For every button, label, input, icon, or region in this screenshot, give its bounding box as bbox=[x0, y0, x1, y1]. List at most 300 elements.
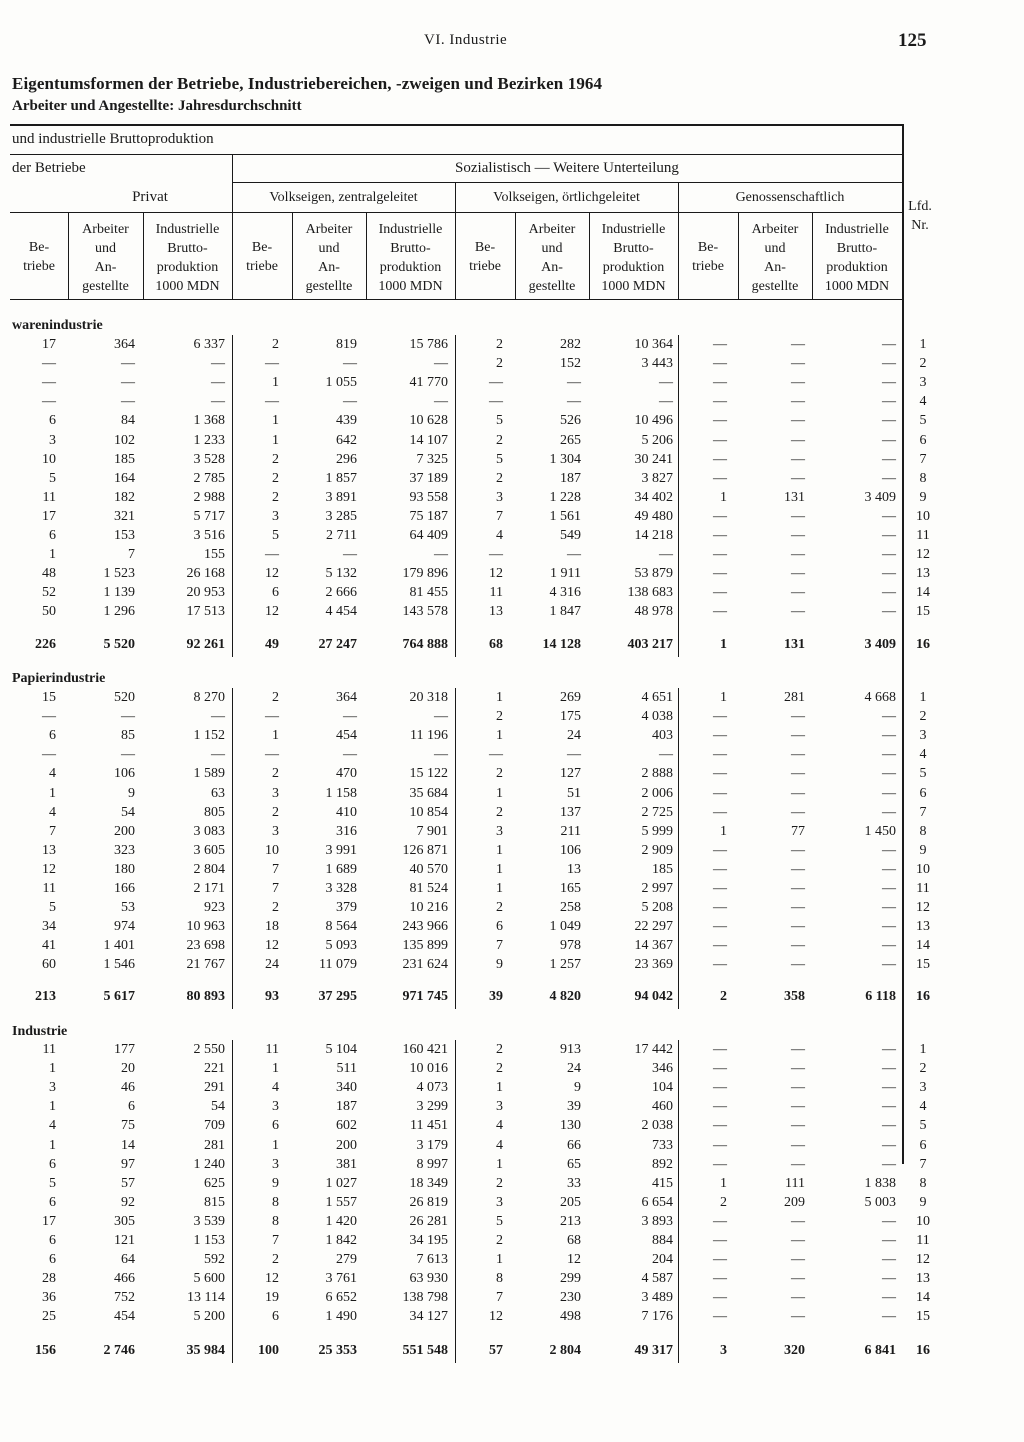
row-number: 15 bbox=[916, 604, 930, 620]
table-cell: — bbox=[791, 470, 805, 486]
table-cell: — bbox=[791, 1099, 805, 1115]
table-cell: 2 bbox=[272, 766, 279, 782]
table-cell: 53 bbox=[121, 900, 135, 916]
table-cell: 3 bbox=[272, 508, 279, 524]
table-row bbox=[0, 585, 1024, 605]
table-cell: 1 842 bbox=[325, 1233, 357, 1248]
table-cell: 5 132 bbox=[325, 566, 357, 582]
table-cell: — bbox=[713, 356, 727, 372]
table-cell: 230 bbox=[560, 1290, 581, 1306]
col-bruttoproduktion: Industrielle Brutto- produktion 1000 MDN bbox=[378, 222, 443, 294]
table-cell: 11 bbox=[489, 585, 503, 601]
table-cell: — bbox=[791, 709, 805, 725]
table-cell: 5 bbox=[49, 900, 56, 916]
table-cell: 415 bbox=[652, 1175, 673, 1191]
table-cell: — bbox=[882, 566, 896, 582]
table-cell: — bbox=[791, 1233, 805, 1248]
row-number: 14 bbox=[916, 1290, 930, 1306]
table-cell: 1 296 bbox=[103, 604, 135, 620]
row-number: 5 bbox=[919, 766, 927, 782]
row-number: 12 bbox=[916, 547, 930, 563]
col-arbeiter: Arbeiter und An- gestellte bbox=[528, 222, 576, 294]
table-cell: — bbox=[713, 709, 727, 725]
table-cell: 175 bbox=[560, 709, 581, 725]
table-cell: 1 bbox=[49, 785, 56, 801]
table-cell: 127 bbox=[560, 766, 581, 782]
table-cell: 41 770 bbox=[409, 375, 448, 391]
table-cell: 1 153 bbox=[193, 1233, 225, 1248]
row-number: 9 bbox=[919, 842, 927, 858]
col-bruttoproduktion: Industrielle Brutto- produktion 1000 MDN bbox=[155, 222, 220, 294]
table-row bbox=[0, 805, 1024, 825]
table-row bbox=[0, 938, 1024, 958]
row-number: 7 bbox=[919, 1156, 927, 1172]
total-row bbox=[0, 989, 1024, 1009]
table-cell: 5 bbox=[496, 451, 503, 467]
table-cell: 1 838 bbox=[864, 1175, 896, 1191]
row-number: 14 bbox=[916, 938, 930, 954]
table-cell: 2 909 bbox=[641, 842, 673, 858]
table-cell: — bbox=[211, 709, 225, 725]
table-cell: — bbox=[211, 375, 225, 391]
table-cell: — bbox=[791, 413, 805, 429]
table-cell: 358 bbox=[784, 989, 805, 1004]
table-cell: 6 bbox=[49, 1233, 56, 1248]
table-cell: — bbox=[713, 1213, 727, 1229]
table-cell: 11 079 bbox=[319, 957, 357, 973]
table-cell: 5 bbox=[272, 528, 279, 543]
table-cell: — bbox=[882, 432, 896, 448]
table-cell: 1 bbox=[49, 1137, 56, 1153]
table-cell: — bbox=[713, 919, 727, 935]
table-cell: — bbox=[659, 547, 673, 563]
table-cell: 2 bbox=[272, 1252, 279, 1268]
table-cell: 14 107 bbox=[409, 432, 448, 448]
table-cell: 923 bbox=[204, 900, 225, 916]
table-cell: — bbox=[713, 957, 727, 973]
table-cell: — bbox=[882, 1290, 896, 1306]
table-cell: 2 bbox=[496, 804, 503, 820]
table-cell: 177 bbox=[114, 1042, 135, 1057]
table-cell: 13 bbox=[567, 861, 581, 877]
table-cell: — bbox=[791, 900, 805, 916]
table-cell: — bbox=[42, 747, 56, 763]
table-cell: — bbox=[434, 709, 448, 725]
table-cell: — bbox=[713, 585, 727, 601]
table-cell: — bbox=[121, 747, 135, 763]
table-cell: 3 991 bbox=[325, 842, 357, 858]
row-number: 3 bbox=[919, 1080, 927, 1096]
table-cell: 100 bbox=[258, 1343, 279, 1358]
table-cell: — bbox=[791, 1252, 805, 1268]
row-number: 11 bbox=[916, 528, 930, 543]
table-cell: 3 516 bbox=[193, 528, 225, 543]
table-cell: 51 bbox=[567, 785, 581, 801]
table-cell: — bbox=[791, 604, 805, 620]
table-cell: 3 409 bbox=[864, 637, 896, 652]
table-cell: 153 bbox=[114, 528, 135, 543]
table-cell: — bbox=[343, 356, 357, 372]
table-cell: 752 bbox=[114, 1290, 135, 1306]
table-cell: 75 187 bbox=[409, 508, 448, 524]
table-cell: 7 bbox=[272, 881, 279, 896]
table-cell: 226 bbox=[35, 637, 56, 652]
col-bruttoproduktion: Industrielle Brutto- produktion 1000 MDN bbox=[601, 222, 666, 294]
table-cell: — bbox=[713, 394, 727, 410]
table-cell: 17 bbox=[42, 1213, 56, 1229]
row-number: 5 bbox=[919, 413, 927, 429]
header-top-left: und industrielle Bruttoproduktion bbox=[12, 131, 214, 147]
table-cell: 1 027 bbox=[325, 1175, 357, 1191]
table-cell: 1 bbox=[272, 728, 279, 744]
table-cell: — bbox=[882, 356, 896, 372]
table-cell: 1 233 bbox=[193, 432, 225, 448]
table-cell: 138 798 bbox=[402, 1290, 448, 1306]
table-cell: — bbox=[791, 337, 805, 352]
table-cell: 24 bbox=[567, 1061, 581, 1077]
table-cell: 20 953 bbox=[186, 585, 225, 601]
table-cell: — bbox=[713, 938, 727, 954]
table-cell: 6 337 bbox=[193, 337, 225, 352]
table-cell: 1 557 bbox=[325, 1194, 357, 1210]
table-cell: 27 247 bbox=[318, 637, 357, 652]
table-cell: — bbox=[567, 375, 581, 391]
table-cell: 15 786 bbox=[409, 337, 448, 352]
table-cell: 1 152 bbox=[193, 728, 225, 744]
table-cell: 520 bbox=[114, 690, 135, 705]
table-cell: 6 652 bbox=[325, 1290, 357, 1306]
table-cell: 1 bbox=[496, 785, 503, 801]
table-row bbox=[0, 1290, 1024, 1310]
table-cell: — bbox=[882, 919, 896, 935]
table-cell: — bbox=[713, 1290, 727, 1306]
row-number: 6 bbox=[919, 432, 927, 448]
table-cell: 13 bbox=[42, 842, 56, 858]
table-cell: 6 bbox=[49, 528, 56, 543]
table-cell: 4 820 bbox=[549, 989, 581, 1004]
table-cell: 12 bbox=[265, 1271, 279, 1287]
table-cell: — bbox=[713, 1156, 727, 1172]
table-row bbox=[0, 728, 1024, 748]
table-cell: 6 bbox=[49, 1252, 56, 1268]
row-number: 16 bbox=[916, 637, 930, 652]
table-cell: 10 216 bbox=[409, 900, 448, 916]
table-cell: 25 353 bbox=[318, 1343, 357, 1358]
table-cell: 291 bbox=[204, 1080, 225, 1096]
table-cell: 12 bbox=[489, 566, 503, 582]
table-cell: 9 bbox=[574, 1080, 581, 1096]
table-cell: 1 055 bbox=[325, 375, 357, 391]
table-cell: 281 bbox=[204, 1137, 225, 1153]
table-cell: 2 bbox=[496, 470, 503, 486]
table-cell: 2 785 bbox=[193, 470, 225, 486]
table-cell: 200 bbox=[114, 823, 135, 839]
table-cell: 1 bbox=[496, 728, 503, 744]
table-cell: 205 bbox=[560, 1194, 581, 1210]
table-cell: 819 bbox=[336, 337, 357, 352]
row-number: 3 bbox=[919, 728, 927, 744]
table-cell: 2 bbox=[496, 709, 503, 725]
table-cell: 143 578 bbox=[402, 604, 448, 620]
table-cell: 18 bbox=[265, 919, 279, 935]
table-cell: 5 bbox=[496, 1213, 503, 1229]
table-row bbox=[0, 1309, 1024, 1329]
table-cell: — bbox=[489, 747, 503, 763]
table-cell: 321 bbox=[114, 508, 135, 524]
table-cell: — bbox=[791, 394, 805, 410]
table-cell: 50 bbox=[42, 604, 56, 620]
table-cell: 1 139 bbox=[103, 585, 135, 601]
table-cell: 14 218 bbox=[634, 528, 673, 543]
table-cell: 231 624 bbox=[402, 957, 448, 973]
table-cell: 12 bbox=[265, 604, 279, 620]
col-betriebe: Be- triebe bbox=[692, 240, 724, 274]
table-cell: — bbox=[791, 547, 805, 563]
table-cell: 11 bbox=[42, 1042, 56, 1057]
table-cell: — bbox=[791, 728, 805, 744]
table-cell: 6 bbox=[496, 919, 503, 935]
table-cell: 10 bbox=[42, 451, 56, 467]
table-cell: — bbox=[882, 938, 896, 954]
table-cell: — bbox=[791, 766, 805, 782]
table-cell: 48 bbox=[42, 566, 56, 582]
table-cell: 3 bbox=[496, 1099, 503, 1115]
table-cell: 5 208 bbox=[641, 900, 673, 916]
table-cell: 3 761 bbox=[325, 1271, 357, 1287]
table-cell: 3 bbox=[720, 1343, 727, 1358]
table-cell: 26 281 bbox=[409, 1213, 448, 1229]
table-cell: 10 364 bbox=[634, 337, 673, 352]
table-cell: 187 bbox=[560, 470, 581, 486]
table-row bbox=[0, 1042, 1024, 1062]
table-cell: — bbox=[882, 1271, 896, 1287]
table-cell: 213 bbox=[560, 1213, 581, 1229]
table-cell: 65 bbox=[567, 1156, 581, 1172]
table-cell: — bbox=[791, 375, 805, 391]
row-number: 4 bbox=[919, 394, 927, 410]
table-cell: 3 179 bbox=[416, 1137, 448, 1153]
table-cell: 52 bbox=[42, 585, 56, 601]
table-cell: — bbox=[713, 842, 727, 858]
table-cell: — bbox=[713, 432, 727, 448]
table-cell: — bbox=[121, 375, 135, 391]
table-cell: 12 bbox=[265, 938, 279, 954]
table-cell: 3 bbox=[496, 1194, 503, 1210]
table-cell: 182 bbox=[114, 489, 135, 505]
header-genossenschaftlich: Genossenschaftlich bbox=[735, 190, 845, 205]
table-cell: 3 328 bbox=[325, 881, 357, 896]
table-cell: 155 bbox=[204, 547, 225, 563]
col-betriebe: Be- triebe bbox=[246, 240, 278, 274]
table-cell: 49 bbox=[265, 637, 279, 652]
row-number: 8 bbox=[919, 823, 927, 839]
table-cell: — bbox=[882, 375, 896, 391]
table-cell: 1 240 bbox=[193, 1156, 225, 1172]
table-cell: 1 bbox=[496, 690, 503, 705]
table-cell: 1 589 bbox=[193, 766, 225, 782]
table-cell: — bbox=[882, 528, 896, 543]
table-cell: 1 bbox=[496, 1080, 503, 1096]
table-cell: 410 bbox=[336, 804, 357, 820]
table-cell: 23 369 bbox=[634, 957, 673, 973]
table-cell: — bbox=[265, 394, 279, 410]
table-cell: 13 114 bbox=[187, 1290, 225, 1306]
table-cell: 93 bbox=[265, 989, 279, 1004]
table-cell: 1 bbox=[49, 1061, 56, 1077]
table-cell: — bbox=[791, 881, 805, 896]
table-cell: 1 049 bbox=[549, 919, 581, 935]
table-cell: 15 bbox=[42, 690, 56, 705]
table-cell: 6 841 bbox=[864, 1343, 896, 1358]
table-cell: — bbox=[882, 1099, 896, 1115]
table-cell: — bbox=[489, 547, 503, 563]
table-cell: — bbox=[882, 766, 896, 782]
row-number: 11 bbox=[916, 1233, 930, 1248]
table-cell: 138 683 bbox=[627, 585, 673, 601]
table-cell: 10 bbox=[265, 842, 279, 858]
row-number: 5 bbox=[919, 1118, 927, 1134]
table-cell: — bbox=[713, 1309, 727, 1325]
table-row bbox=[0, 1214, 1024, 1234]
table-cell: 5 206 bbox=[641, 432, 673, 448]
table-cell: 764 888 bbox=[402, 637, 448, 652]
table-cell: 63 930 bbox=[409, 1271, 448, 1287]
table-cell: 28 bbox=[42, 1271, 56, 1287]
table-cell: 12 bbox=[489, 1309, 503, 1325]
table-cell: 379 bbox=[336, 900, 357, 916]
table-cell: — bbox=[713, 1271, 727, 1287]
table-cell: — bbox=[791, 528, 805, 543]
table-cell: — bbox=[713, 547, 727, 563]
table-row bbox=[0, 1233, 1024, 1253]
header-volkseigen-zentral: Volkseigen, zentralgeleitet bbox=[269, 190, 418, 205]
table-cell: 53 879 bbox=[634, 566, 673, 582]
table-cell: — bbox=[42, 356, 56, 372]
table-cell: 1 bbox=[49, 547, 56, 563]
table-row bbox=[0, 843, 1024, 863]
row-number: 15 bbox=[916, 957, 930, 973]
table-cell: 511 bbox=[336, 1061, 357, 1077]
section-title: Papierindustrie bbox=[12, 671, 106, 686]
row-number: 15 bbox=[916, 1309, 930, 1325]
table-cell: 299 bbox=[560, 1271, 581, 1287]
table-cell: — bbox=[713, 1252, 727, 1268]
table-cell: 323 bbox=[114, 842, 135, 858]
table-row bbox=[0, 1195, 1024, 1215]
table-cell: — bbox=[42, 394, 56, 410]
table-cell: 26 168 bbox=[186, 566, 225, 582]
table-cell: 1 bbox=[496, 1156, 503, 1172]
table-cell: 4 bbox=[49, 766, 56, 782]
table-cell: — bbox=[713, 528, 727, 543]
table-cell: — bbox=[791, 1271, 805, 1287]
table-cell: 320 bbox=[784, 1343, 805, 1358]
table-cell: 884 bbox=[652, 1233, 673, 1248]
row-number: 6 bbox=[919, 1137, 927, 1153]
table-row bbox=[0, 824, 1024, 844]
table-cell: 2 888 bbox=[641, 766, 673, 782]
table-cell: 3 299 bbox=[416, 1099, 448, 1115]
table-cell: 815 bbox=[204, 1194, 225, 1210]
table-cell: 5 104 bbox=[325, 1042, 357, 1057]
table-cell: — bbox=[713, 861, 727, 877]
table-cell: 403 bbox=[652, 728, 673, 744]
table-cell: 364 bbox=[114, 337, 135, 352]
table-cell: 2 bbox=[496, 356, 503, 372]
table-cell: 14 128 bbox=[542, 637, 581, 652]
table-cell: — bbox=[882, 547, 896, 563]
table-cell: 23 698 bbox=[186, 938, 225, 954]
table-cell: 2 bbox=[720, 989, 727, 1004]
row-number: 10 bbox=[916, 508, 930, 524]
table-cell: — bbox=[791, 1042, 805, 1057]
table-cell: 204 bbox=[652, 1252, 673, 1268]
table-cell: 1 bbox=[272, 432, 279, 448]
table-cell: 131 bbox=[784, 489, 805, 505]
table-cell: 3 605 bbox=[193, 842, 225, 858]
table-cell: 64 bbox=[121, 1252, 135, 1268]
table-cell: 102 bbox=[114, 432, 135, 448]
table-cell: — bbox=[882, 1042, 896, 1057]
table-cell: 470 bbox=[336, 766, 357, 782]
table-cell: 156 bbox=[35, 1343, 56, 1358]
table-cell: — bbox=[713, 470, 727, 486]
table-cell: 7 bbox=[496, 938, 503, 954]
table-cell: — bbox=[121, 709, 135, 725]
table-cell: 179 896 bbox=[402, 566, 448, 582]
table-cell: 1 450 bbox=[864, 823, 896, 839]
table-cell: 8 997 bbox=[416, 1156, 448, 1172]
table-cell: 2 746 bbox=[103, 1343, 135, 1358]
table-cell: 3 827 bbox=[641, 470, 673, 486]
table-row bbox=[0, 786, 1024, 806]
table-row bbox=[0, 1138, 1024, 1158]
table-cell: 34 127 bbox=[409, 1309, 448, 1325]
chapter-title: VI. Industrie bbox=[424, 32, 508, 48]
table-cell: 2 bbox=[272, 690, 279, 705]
header-privat: Privat bbox=[132, 189, 168, 205]
table-cell: 3 bbox=[49, 432, 56, 448]
table-cell: — bbox=[791, 938, 805, 954]
table-row bbox=[0, 509, 1024, 529]
table-cell: — bbox=[434, 356, 448, 372]
table-cell: 6 bbox=[272, 1309, 279, 1325]
table-cell: — bbox=[791, 432, 805, 448]
table-cell: 213 bbox=[35, 989, 56, 1004]
table-cell: 1 bbox=[272, 413, 279, 429]
table-cell: 49 480 bbox=[634, 508, 673, 524]
table-cell: 5 093 bbox=[325, 938, 357, 954]
table-cell: 1 368 bbox=[193, 413, 225, 429]
table-cell: 106 bbox=[560, 842, 581, 858]
table-row bbox=[0, 1252, 1024, 1272]
table-row bbox=[0, 1176, 1024, 1196]
table-cell: — bbox=[882, 1156, 896, 1172]
table-cell: 185 bbox=[652, 861, 673, 877]
row-number: 3 bbox=[919, 375, 927, 391]
header-bottom-rule bbox=[10, 299, 904, 300]
table-cell: 3 891 bbox=[325, 489, 357, 505]
table-cell: 77 bbox=[791, 823, 805, 839]
table-cell: 4 bbox=[496, 528, 503, 543]
table-cell: — bbox=[882, 1061, 896, 1077]
table-row bbox=[0, 413, 1024, 433]
table-cell: — bbox=[713, 1137, 727, 1153]
table-cell: — bbox=[434, 394, 448, 410]
table-cell: — bbox=[882, 957, 896, 973]
table-cell: — bbox=[567, 547, 581, 563]
table-cell: 5 520 bbox=[103, 637, 135, 652]
